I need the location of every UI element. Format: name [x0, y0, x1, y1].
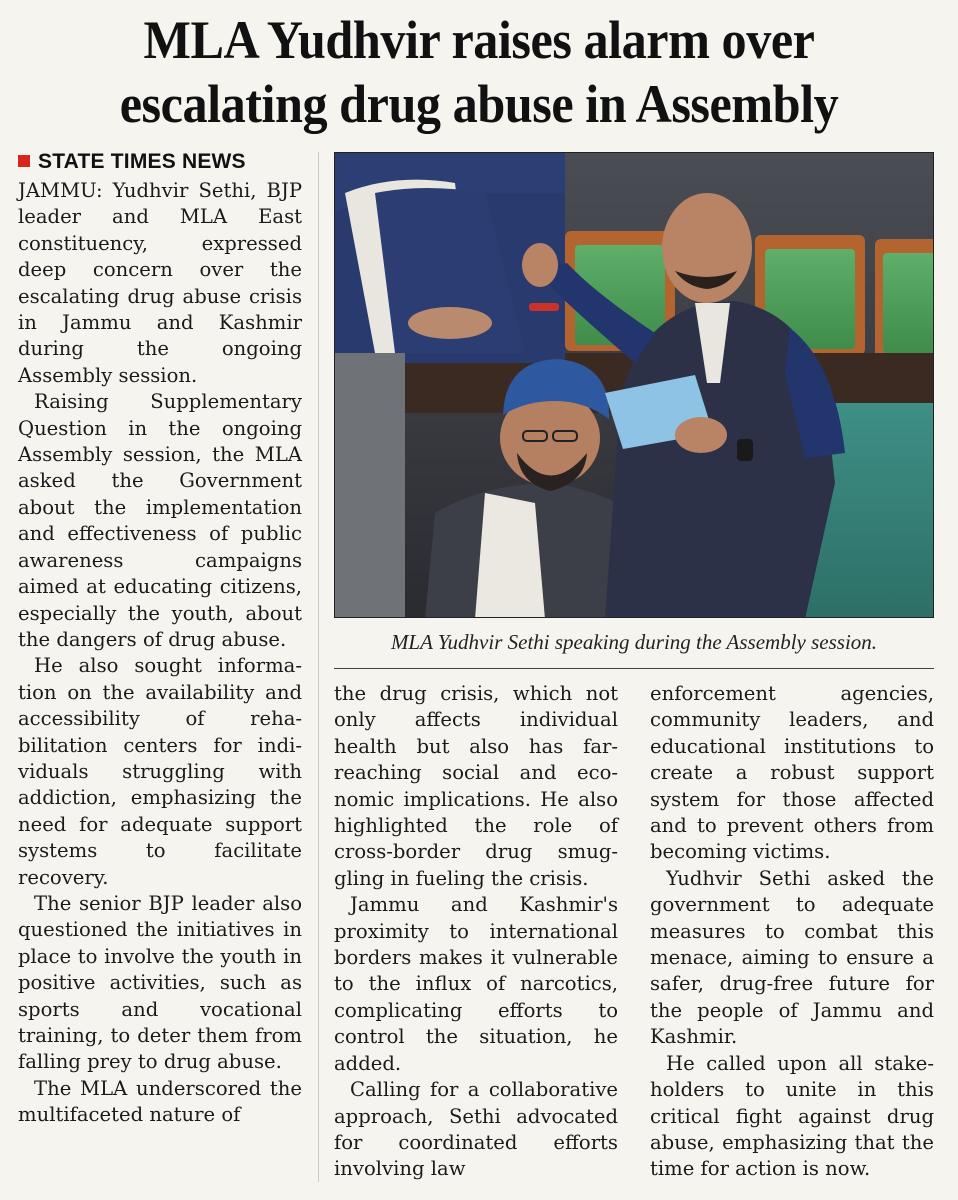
- paragraph: Jammu and Kashmir's proximity to international borders makes it vulnerable to the influx of narcotics, complicating efforts to control the situation, he added.: [334, 893, 618, 1075]
- byline-text: STATE TIMES NEWS: [38, 150, 246, 173]
- byline: [18, 150, 246, 174]
- bullet-square-icon: [18, 155, 30, 167]
- column-divider: [318, 152, 319, 1182]
- headline-line-2: escalating drug abuse in Assembly: [119, 74, 839, 134]
- headline-line-1: MLA Yudhvir raises alarm over: [143, 10, 815, 70]
- paragraph: the drug crisis, which not only affects individual health but also has far-reaching social and economic implications. He also highlighted the role of cross-border drug smuggling in fueling the crisis.: [334, 682, 618, 890]
- article-column-1: [18, 178, 302, 1129]
- photo-caption: MLA Yudhvir Sethi speaking during the Assembly session.: [390, 630, 878, 654]
- paragraph: The senior BJP leader also questioned the initiatives in place to involve the youth in positive activities, such as sports and vocational training, to deter them from falling prey to drug abuse.: [18, 891, 302, 1074]
- article-column-2: [334, 681, 618, 1183]
- paragraph: enforcement agencies, community leaders, and educational institutions to create a robust support system for those affected and to prevent others from becoming victims.: [650, 682, 934, 864]
- headline: [34, 8, 925, 136]
- assembly-photo-illustration: [335, 153, 934, 618]
- paragraph: Yudhvir Sethi asked the government to adequate measures to combat this menace, aiming to ensure a safer, drug-free future for the people of Jammu and Kashmir.: [650, 866, 934, 1049]
- paragraph: Calling for a collaborative approach, Sethi advocated for coordinated efforts involving law: [334, 1078, 618, 1181]
- paragraph: He also sought information on the availability and accessibility of rehabilitation centers for individuals struggling with addiction, emphasizing the need for adequate support systems to facilitate recovery.: [18, 654, 302, 889]
- news-photo: [334, 152, 934, 618]
- caption-rule: [334, 668, 934, 669]
- paragraph: He called upon all stakeholders to unite in this critical fight against drug abuse, emphasizing that the time for action is now.: [650, 1051, 934, 1181]
- article-column-3: [650, 681, 934, 1183]
- paragraph: Raising Supplementary Question in the ongoing Assembly session, the MLA asked the Government about the implementation and effectiveness of public awareness campaigns aimed at educating citizens, especially the youth, about the dangers of drug abuse.: [18, 390, 302, 651]
- paragraph: JAMMU: Yudhvir Sethi, BJP leader and MLA East constituency, expressed deep concern over the escalating drug abuse crisis in Jammu and Kashmir during the ongoing Assembly session.: [18, 179, 302, 387]
- paragraph: The MLA underscored the multifaceted nature of: [18, 1076, 302, 1127]
